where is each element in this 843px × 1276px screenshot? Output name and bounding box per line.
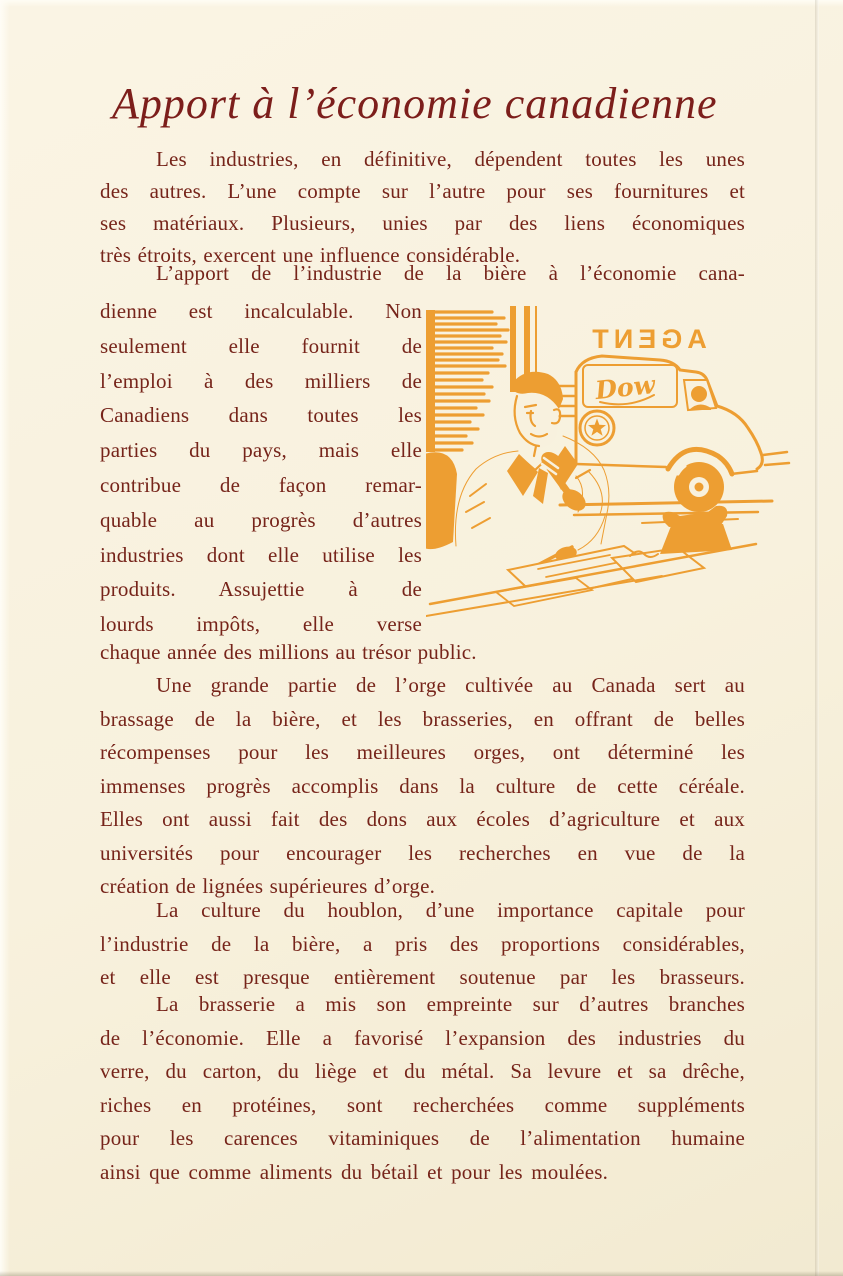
salesman-telephone-illustration — [426, 306, 835, 624]
paragraph-3 — [100, 669, 745, 904]
text-line: Les industries, en définitive, dépendent toutes les unes — [156, 147, 745, 171]
text-line: produits. Assujettie à de — [100, 577, 422, 602]
chair-back — [426, 452, 457, 549]
text-line: de l’économie. Elle a favorisé l’expansion des industries du — [100, 1025, 745, 1050]
text-line: brassage de la bière, et les brasseries, en offrant de belles — [100, 706, 745, 731]
text-line: L’apport de l’industrie de la bière à l’économie cana- — [156, 261, 745, 285]
text-line: chaque année des millions au trésor public. — [100, 640, 477, 664]
text-line: universités pour encourager les recherches en vue de la — [100, 840, 745, 865]
text-line: contribue de façon remar- — [100, 472, 422, 497]
text-line: lourds impôts, elle verse — [100, 612, 422, 637]
window-blinds-icon — [426, 310, 508, 452]
text-line: seulement elle fournit de — [100, 333, 422, 358]
text-line: création de lignées supérieures d’orge. — [100, 874, 436, 898]
text-line: des autres. L’une compte sur l’autre pour ses fournitures et — [100, 179, 745, 203]
text-line: Elles ont aussi fait des dons aux écoles d’agriculture et aux — [100, 807, 745, 831]
text-line: très étroits, exercent une influence considérable. — [100, 243, 521, 267]
text-line: récompenses pour les meilleures orges, ont déterminé les — [100, 740, 745, 764]
desk-papers — [426, 544, 756, 616]
text-line: immenses progrès accomplis dans la culture de cette céréale. — [100, 773, 745, 798]
truck-driver — [691, 386, 707, 402]
page-bottom-edge — [0, 1271, 843, 1276]
text-line: ses matériaux. Plusieurs, unies par des liens économiques — [100, 211, 745, 235]
text-line: dienne est incalculable. Non — [100, 299, 422, 323]
paragraph-5 — [100, 988, 745, 1189]
text-line: Une grande partie de l’orge cultivée au Canada sert au — [156, 673, 745, 697]
star-emblem-icon — [580, 411, 614, 445]
text-line: et elle est presque entièrement soutenue par les brasseurs. — [100, 965, 745, 989]
text-line: Canadiens dans toutes les — [100, 403, 422, 428]
page-left-edge — [0, 0, 10, 1276]
text-line: l’industrie de la bière, a pris des proportions considérables, — [100, 931, 745, 956]
text-line: La brasserie a mis son empreinte sur d’autres branches — [156, 992, 745, 1016]
paragraph-4 — [100, 894, 745, 995]
text-line: l’emploi à des milliers de — [100, 368, 422, 393]
paragraph-2-narrow-column — [100, 294, 422, 642]
text-line: pour les carences vitaminiques de l’alimentation humaine — [100, 1126, 745, 1150]
text-line: quable au progrès d’autres — [100, 507, 422, 532]
paragraph-2-lead — [100, 257, 745, 289]
text-line: riches en protéines, sont recherchées comme suppléments — [100, 1092, 745, 1117]
agent-window-sign — [587, 324, 707, 354]
text-line: ainsi que comme aliments du bétail et pour les moulées. — [100, 1159, 609, 1184]
agent-sign-text: AGENT — [587, 324, 707, 354]
page-top-edge — [0, 0, 843, 7]
left-lapel — [507, 454, 538, 496]
text-line: verre, du carton, du liège et du métal. Sa levure et sa drêche, — [100, 1059, 745, 1083]
paragraph-1 — [100, 143, 745, 271]
text-line: La culture du houblon, d’une importance capitale pour — [156, 898, 745, 922]
text-line: industries dont elle utilise les — [100, 542, 422, 567]
page-crease — [815, 0, 819, 1276]
text-line: parties du pays, mais elle — [100, 438, 422, 463]
page-title: Apport à l’économie canadienne — [112, 79, 718, 128]
dow-logo-text: Dow — [593, 369, 657, 406]
paragraph-2-closing — [100, 636, 745, 668]
